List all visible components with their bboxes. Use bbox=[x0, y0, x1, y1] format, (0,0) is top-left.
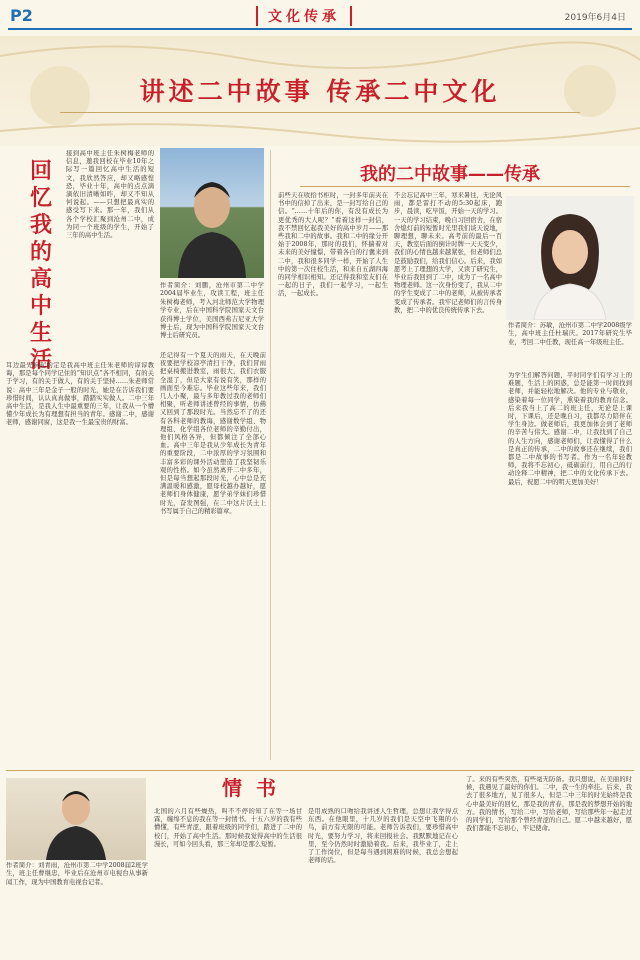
page-number: P2 bbox=[10, 6, 33, 25]
article3-body-col3: 了。来的有些突然，有些毫无防备。我只想说，在美丽的时候，我遇见了最好的你们。二中，我一生的牵挂。后来，我去了很多地方，见了很多人，但是二中三年的时光始终是我心中最美好的回忆，那是我的青春，那是我的梦想开始的地方。我的情书，写给二中，写给老师，写给那些年一起走过的同学们，写给那个曾经青涩的自己。愿二中越来越好，愿我们都能不忘初心，牢记使命。 bbox=[466, 776, 632, 833]
author1-portrait bbox=[160, 148, 264, 278]
headline-underline bbox=[60, 112, 580, 113]
page-header bbox=[0, 0, 640, 30]
column-name: 文化传承 bbox=[256, 6, 352, 26]
article2-title-rule bbox=[300, 186, 630, 187]
article1-body-col2: 还记得有一个夏天的雨天，在天晚前夜要把学校凉亭清扫干净，我们冒雨把桌椅搬进教室，雨很大，我们衣服全湿了，但是大家有说有笑，那样的画面至今难忘。毕业这些年来，我们几人小聚，最与多年教过我的老师们相聚，听老师讲述曾经的事情，仿佛又回到了那段时光。当然忘不了的还有各科老师的教诲，感谢数学组、物理组、化学组各位老师的辛勤付出，他们风格各异，但都倾注了全部心血。高中三年是我从少年成长为青年的重要阶段，二中浓厚的学习氛围和丰富多彩的课外活动塑造了我坚韧乐观的性格。如今虽然离开二中多年，但是每当想起那段时光，心中总是充满温暖和感激，愿母校越办越好，愿老师们身体健康，愿学弟学妹们珍惜时光，奋发图强，在二中这片沃土上书写属于自己的精彩篇章。 bbox=[160, 352, 266, 515]
article1-intro-text: 接到高中班主任朱树梅老师的信息，邀我回校在毕业10年之际写一篇回忆高中生活的短文，我欣然答应，却又略感惶恐，毕业十年，高中的点点滴滴依旧清晰如昨，却又不知从何说起。——只想把最真实的感受写下来。那一年，我们从各个学校汇聚到沧州二中，成为同一个班级的学生，开始了三年的高中生活。 bbox=[66, 150, 154, 240]
author2-portrait bbox=[506, 196, 634, 320]
article2-body-col2: 不会忘记高中三年，寒来暑往，无论风雨，都是雷打不动的5:30起床，跑步，晨读，吃早饭，开始一天的学习。一天的学习结束，晚自习回宿舍，在宿舍熄灯前的短暂时光里我们谈天说地，聊理想，聊未来。高考前的最后一百天，教室后面的倒计时牌一天天变少，我们的心情也越来越紧张，但老师们总是鼓励我们，给我们信心。后来，我如愿考上了理想的大学，又读了研究生，毕业后我回到了二中，成为了一名高中物理老师。这一次身份变了，我从二中的学生变成了二中的老师，从被传承者变成了传承者。我牢记老师们的言传身教，把二中的优良传统传承下去。 bbox=[394, 192, 502, 314]
article3-body-col1: 北国的六月有些燥热，叫不不停的知了在等一场甘霖，缠绵不息的我在等一封情书。十五六岁的我有些懵懂，有些青涩，跟着班级的同学们，踏进了二中的校门，开始了高中生活。那时候我觉得高中的生活很漫长，可如今回头看，那三年却是那么短暂。 bbox=[154, 808, 302, 848]
section-separator bbox=[6, 770, 634, 771]
header-rule bbox=[8, 28, 632, 30]
article1-body-col1: 耳边最先响起的定是我高中班主任朱老师的谆谆教诲，那是每个同学记住的“知识点”各不相同，有的关于学习，有的关于做人，有的关于坚持……朱老师常说：高中三年是金子一般的时光，她是在告诉我们要珍惜时间，认认真真做事，踏踏实实做人。二中三年高中生活，是我人生中最重要的三年，让我从一个懵懂少年成长为有理想有担当的青年。感谢二中，感谢老师，感谢同窗，这是我一生最宝贵的财富。 bbox=[6, 362, 154, 427]
article3-body-col2: 是用成熟的口吻给我讲述人生哲理，总想让我学得点东西。在他眼里，十几岁的我们是天空中飞翔的小鸟，前方有无限的可能。老师告诉我们，要珍惜高中时光，要努力学习，将来回报社会。我默默地记在心里，至今仍然时时激励着我。后来，我毕业了，走上了工作岗位，但是每当遇到困难的时候，我总会想起老师的话。 bbox=[308, 808, 458, 865]
article3-title: 情书 bbox=[222, 776, 290, 800]
column-divider bbox=[270, 150, 271, 760]
author1-caption: 作者简介：刘鹏，沧州市第二中学2004届毕业生，攻读工程，班主任朱树梅老师，考入河北师范大学物理学专业，后在中国科学院国家天文台获得博士学位，美国西弗吉尼亚大学博士后，现为中国科学院国家天文台博士后研究员。 bbox=[160, 282, 264, 340]
article2-body-col3: 为学生们解答问题，平时同学们有学习上的难题，生活上的困惑，总是能第一时间找到老师，并能轻松地解决。他的专业与敬业，感染着每一位同学，熏染着我的教育信念。后来我当上了高二的班主任，无论是上课时，下课后，还是晚自习，我都尽力陪伴在学生身边。做老师后，我更加体会到了老师的辛苦与伟大。感谢二中，让我找到了自己的人生方向，感谢老师们，让我懂得了什么是真正的传承，二中的故事还在继续，我们都是二中故事的书写者。作为一名年轻教师，我将不忘初心，砥砺前行，用自己的行动诠释二中精神，把二中的文化传承下去。最后，祝愿二中的明天更加美好！ bbox=[508, 372, 632, 486]
article2-title: 我的二中故事——传承 bbox=[360, 164, 540, 185]
author3-caption: 作者简介：刘青雨，沧州市第二中学2008届2班学生，班主任曹继忠，毕业后在沧州市电视台从事新闻工作，现为中国教育电视台记者。 bbox=[6, 862, 148, 886]
article1-vertical-title: 回忆我的高中生活 bbox=[29, 159, 52, 373]
issue-date: 2019年6月4日 bbox=[564, 13, 626, 23]
author2-photo bbox=[506, 196, 634, 320]
author3-portrait bbox=[6, 778, 146, 860]
main-headline: 讲述二中故事 传承二中文化 bbox=[139, 77, 501, 106]
author3-photo bbox=[6, 778, 146, 860]
author2-caption: 作者简介：苏敏，沧州市第二中学2008级学生，高中班主任杜瑞庆。2017年研究生毕业，考回二中任教，现任高一年级班主任。 bbox=[508, 322, 632, 346]
article2-body-col1: 前些天在收拾书柜时，一封多年前夹在书中的信掉了出来，是一封写给自己的信。“……十年后的你，有没有成长为更优秀的大人呢？”看着这样一封信，我不禁回忆起我美好的高中岁月——那些我和二中的故事。我和二中的缘分开始于2008年，那时的我们，怀揣着对未来的美好憧憬，带着各自的行囊来到二中，我和很多同学一样，开始了人生中的第一次住校生活，和来自五湖四海的同学相识相知。还记得我和室友们在一起的日子，我们一起学习，一起生活，一起成长。 bbox=[278, 192, 388, 298]
author1-photo bbox=[160, 148, 264, 278]
